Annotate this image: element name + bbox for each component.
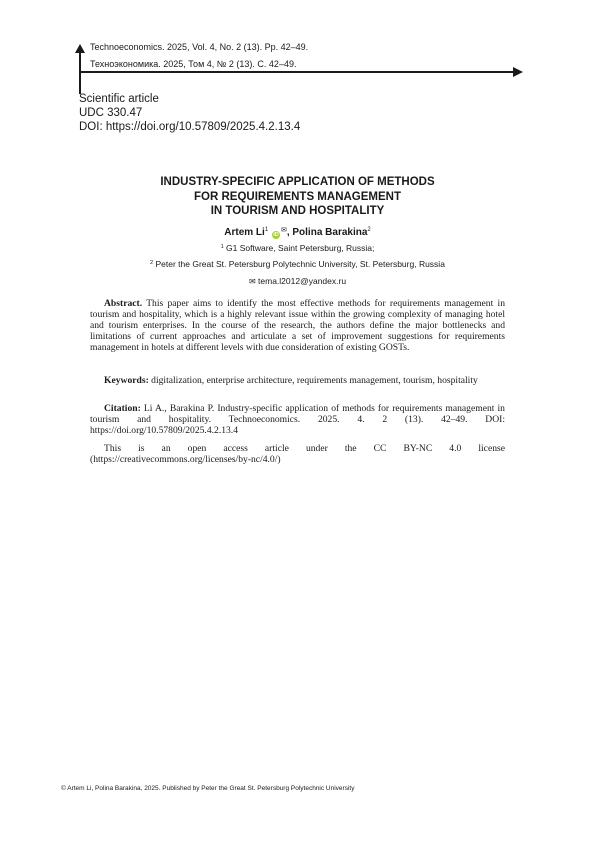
author-name: Artem Li: [224, 227, 265, 238]
article-title: [60, 175, 535, 219]
author-list: [60, 224, 535, 239]
mail-icon: ✉: [248, 277, 256, 286]
license-section: [90, 443, 505, 465]
affiliation: [60, 258, 535, 270]
title-line: FOR REQUIREMENTS MANAGEMENT: [194, 190, 401, 203]
citation-text: Li A., Barakina P. Industry-specific application of methods for requirements management in tourism and hospitality. Technoeconomics. 2025. 4. 2 (13). 42–49. DOI: https://doi.org/10.57809/2025.4.2.13.4: [90, 403, 505, 437]
corresponding-email: [60, 276, 535, 287]
doi-line[interactable]: DOI: https://doi.org/10.57809/2025.4.2.13.4: [79, 121, 301, 133]
abstract-section: [90, 298, 505, 353]
email-address[interactable]: tema.l2012@yandex.ru: [258, 276, 347, 286]
author-separator: ,: [286, 227, 293, 238]
title-line: INDUSTRY-SPECIFIC APPLICATION OF METHODS: [160, 176, 435, 188]
journal-header-ru: Техноэкономика. 2025, Том 4, № 2 (13). С. 42–49.: [90, 59, 297, 69]
keywords-label: Keywords:: [104, 375, 149, 386]
udc-code: UDC 330.47: [79, 107, 143, 119]
journal-header-en: Technoeconomics. 2025, Vol. 4, No. 2 (13). Pp. 42–49.: [90, 42, 309, 52]
mail-icon: ✉: [280, 227, 287, 234]
abstract-label: Abstract.: [104, 298, 143, 309]
title-line: IN TOURISM AND HOSPITALITY: [210, 205, 385, 217]
affiliation-text: G1 Software, Saint Petersburg, Russia;: [226, 243, 375, 253]
keywords-text: digitalization, enterprise architecture, requirements management, tourism, hospitality: [151, 375, 478, 386]
citation-section: [90, 403, 505, 436]
orcid-icon[interactable]: iD: [273, 232, 279, 238]
header-arrow-horizontal: [79, 71, 515, 73]
abstract-text: This paper aims to identify the most effective methods for requirements management in tourism and hospitality, which is a highly relevant issue within the growing complexity of managing hotel and tourism enterprises. In the course of the research, the authors define the major bottlenecks and limitations of current approaches and articulate a set of improvement suggestions for requirements management in hotels at different levels with due consideration of existing GOSTs.: [90, 298, 505, 354]
author-affiliation-mark: 2: [367, 227, 371, 233]
affiliation: [60, 242, 535, 254]
affiliation-mark: 2: [150, 260, 154, 266]
article-meta: [79, 92, 300, 134]
affiliation-text: Peter the Great St. Petersburg Polytechnic University, St. Petersburg, Russia: [155, 259, 445, 269]
license-text: This is an open access article under the CC BY-NC 4.0 license (https://creativecommons.org/licenses/by-nc/4.0/): [90, 443, 505, 466]
copyright-footer: © Artem Li, Polina Barakina, 2025. Published by Peter the Great St. Petersburg Polytechnic University: [61, 785, 355, 792]
author-name: Polina Barakina: [292, 227, 368, 238]
arrow-up-icon: [75, 44, 85, 53]
author-affiliation-mark: 1: [264, 227, 269, 233]
citation-label: Citation:: [104, 403, 141, 414]
article-type: Scientific article: [79, 93, 159, 105]
affiliation-mark: 1: [220, 244, 224, 250]
keywords-section: [90, 375, 505, 386]
arrow-right-icon: [513, 67, 523, 77]
